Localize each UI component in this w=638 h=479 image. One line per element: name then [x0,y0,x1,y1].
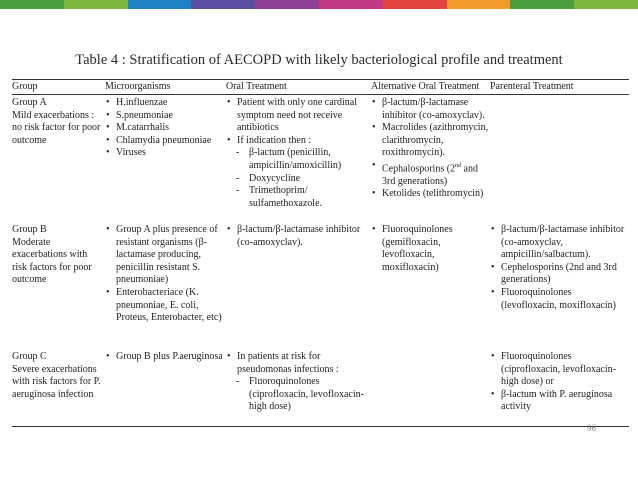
list-item: • Cephelosporins (2nd and 3rd generations) [490,262,629,287]
page-number: 96 [587,423,596,433]
group-line: Mild exacerbations : [12,109,95,121]
stripe-segment [574,0,638,9]
header-rule [12,94,629,95]
stripe-segment [191,0,255,9]
list-item: • Fluoroquinolones (ciprofloxacin, levofloxacin- high dose) or [490,351,629,389]
list-item: • Viruses [105,147,223,160]
group-c-parenteral [490,351,629,414]
table-title: Table 4 : Stratification of AECOPD with likely bacteriological profile and treatment [75,52,563,68]
group-a-microorganisms [105,97,223,160]
group-line: Group C [12,351,47,362]
group-line: exacerbations with [12,249,88,261]
stripe-segment [447,0,511,9]
list-item: • Fluoroquinolones (levofloxacin, moxifloxacin) [490,287,629,312]
table-top-rule [12,79,629,80]
list-item: • β-lactum/β-lactamase inhibitor (co-amoxyclav). [226,224,370,249]
list-item: • β-lactum/β-lactamase inhibitor (co-amoxyclav, ampicillin/salbactum). [490,224,629,262]
list-item: • S.pneumoniae [105,110,223,123]
group-line: Group A [12,97,47,108]
group-a-alternative [371,97,489,201]
stripe-segment [383,0,447,9]
header-parenteral: Parenteral Treatment [490,81,574,92]
list-item: • If indication then : [226,135,370,148]
group-line: outcome [12,134,47,146]
group-b-alternative [371,224,489,274]
list-item: • β-lactum with P. aeruginosa activity [490,389,629,414]
header-group: Group [12,81,38,92]
group-line: no risk factor for poor [12,122,101,134]
list-item: • Ketolides (telithromycin) [371,188,489,201]
item-text: Cephalosporins (2 [382,163,456,175]
group-line: aeruginosa infection [12,388,94,400]
group-line: with risk factors for P. [12,376,101,388]
group-c-oral [226,351,370,414]
stripe-segment [510,0,574,9]
group-a-cell [12,97,102,147]
list-item: • H.influenzae [105,97,223,110]
stripe-segment [128,0,192,9]
list-item: • Macrolides (azithromycin, clarithromycin, roxithromycin). [371,122,489,160]
group-b-microorganisms [105,224,223,325]
group-a-oral [226,97,370,210]
header-alternative-oral: Alternative Oral Treatment [371,81,480,92]
list-item: • Group B plus P.aeruginosa [105,351,223,364]
table-bottom-rule [12,426,629,427]
group-line: Moderate [12,236,51,248]
list-item: • Patient with only one cardinal symptom need not receive antibiotics [226,97,370,135]
list-item: • Fluoroquinolones (gemifloxacin, levofloxacin, moxifloxacin) [371,224,489,274]
list-item: • M.catarrhalis [105,122,223,135]
group-line: Severe exacerbations [12,363,97,375]
stripe-segment [255,0,319,9]
group-line: risk factors for poor [12,261,92,273]
list-item: • In patients at risk for pseudomonas infections : [226,351,370,376]
header-oral-treatment: Oral Treatment [226,81,287,92]
list-item: • β-lactum/β-lactamase inhibitor (co-amoxyclav). [371,97,489,122]
sub-item: - Trimethoprim/ sulfamethoxazole. [226,185,370,210]
list-item [371,160,489,189]
color-stripe [0,0,638,9]
group-b-parenteral [490,224,629,312]
stripe-segment [319,0,383,9]
group-c-microorganisms [105,351,223,364]
list-item: • Chlamydia pneumoniae [105,135,223,148]
sub-item: - Fluoroquinolones (ciprofloxacin, levofloxacin-high dose) [226,376,370,414]
list-item: • Enterobacteriace (K. pneumoniae, E. coli, Proteus, Enterobacter, etc) [105,287,223,325]
stripe-segment [0,0,64,9]
superscript: nd [455,162,462,169]
group-line: outcome [12,274,47,286]
group-b-cell [12,224,102,287]
stripe-segment [64,0,128,9]
group-b-oral [226,224,370,249]
sub-item: - β-lactum (penicillin, ampicillin/amoxicillin) [226,147,370,172]
header-microorganisms: Microorganisms [105,81,171,92]
item-text: and 3rd generations) [382,163,478,187]
sub-item: - Doxycycline [226,173,370,186]
list-item: • Group A plus presence of resistant organisms (β-lactamase producing, penicillin resistant S. pneumoniae) [105,224,223,287]
group-line: Group B [12,224,47,235]
group-c-cell [12,351,102,401]
